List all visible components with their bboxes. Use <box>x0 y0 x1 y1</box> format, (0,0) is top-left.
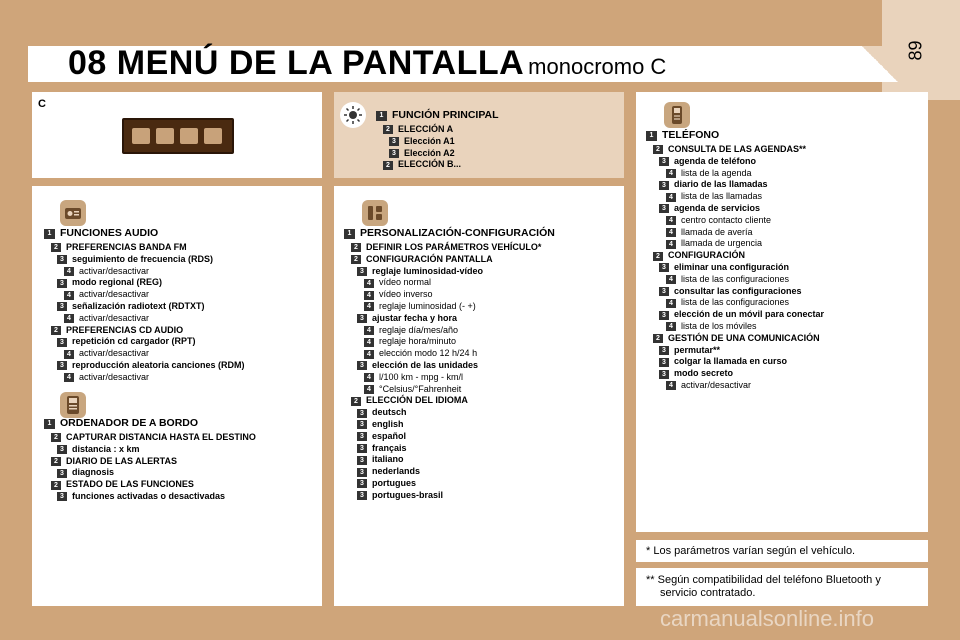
settings-display-icon <box>180 128 198 144</box>
menu-item-label: CONFIGURACIÓN <box>668 250 745 261</box>
level-badge: 3 <box>389 137 399 146</box>
menu-item <box>646 345 824 357</box>
level-badge: 1 <box>646 131 657 141</box>
level-badge: 2 <box>653 334 663 343</box>
menu-item <box>44 432 256 444</box>
menu-item-label: diagnosis <box>72 467 115 478</box>
menu-item <box>44 226 245 242</box>
menu-item <box>344 348 555 360</box>
menu-item <box>646 144 824 156</box>
menu-item-label: italiano <box>372 454 404 465</box>
menu-item-label: DEFINIR LOS PARÁMETROS VEHÍCULO* <box>366 242 542 252</box>
computer-menu <box>44 416 256 503</box>
menu-item <box>646 309 824 321</box>
menu-item-label: DIARIO DE LAS ALERTAS <box>66 455 178 466</box>
menu-item <box>646 356 824 368</box>
level-badge: 3 <box>357 444 367 453</box>
menu-item-label: ajustar fecha y hora <box>372 312 458 323</box>
level-badge: 4 <box>666 193 676 202</box>
footnote-bluetooth-line2: servicio contratado. <box>660 587 756 599</box>
level-badge: 4 <box>666 228 676 237</box>
menu-item-label: llamada de urgencia <box>681 238 763 249</box>
menu-item <box>646 128 824 144</box>
level-badge: 4 <box>64 291 74 300</box>
level-badge: 4 <box>364 385 374 394</box>
level-badge: 3 <box>357 468 367 477</box>
audio-icon <box>60 200 86 226</box>
level-badge: 3 <box>57 361 67 370</box>
level-badge: 2 <box>383 125 393 134</box>
menu-item-label: modo secreto <box>674 368 734 379</box>
menu-item <box>376 148 499 160</box>
menu-item <box>44 467 256 479</box>
level-badge: 2 <box>51 326 61 335</box>
audio-menu <box>44 226 245 384</box>
menu-item <box>646 227 824 239</box>
level-badge: 3 <box>659 204 669 213</box>
level-badge: 3 <box>659 358 669 367</box>
menu-item <box>646 380 824 392</box>
level-badge: 2 <box>51 243 61 252</box>
monochrome-display <box>122 118 234 154</box>
page-number: 89 <box>905 40 926 61</box>
menu-item <box>44 266 245 278</box>
personalization-menu <box>344 226 555 502</box>
menu-item-label: ORDENADOR DE A BORDO <box>60 417 199 430</box>
menu-item <box>646 250 824 262</box>
menu-item-label: ELECCIÓN B... <box>398 159 462 170</box>
menu-item-label: activar/desactivar <box>79 289 150 300</box>
menu-item-label: reglaje luminosidad-vídeo <box>372 265 484 276</box>
level-badge: 4 <box>666 240 676 249</box>
phone-display-icon <box>204 128 222 144</box>
menu-item-label: elección de un móvil para conectar <box>674 309 825 320</box>
level-badge: 2 <box>51 457 61 466</box>
menu-item-label: english <box>372 418 404 429</box>
menu-item-label: GESTIÓN DE UNA COMUNICACIÓN <box>668 332 820 343</box>
menu-item <box>646 191 824 203</box>
menu-item-label: portugues-brasil <box>372 489 444 500</box>
menu-item <box>646 321 824 333</box>
menu-item-label: FUNCIONES AUDIO <box>60 227 159 240</box>
menu-item-label: eliminar una configuración <box>674 261 790 272</box>
level-badge: 1 <box>344 229 355 239</box>
menu-item-label: reglaje luminosidad (- +) <box>379 300 476 311</box>
menu-item <box>646 274 824 286</box>
menu-item-label: llamada de avería <box>681 226 753 237</box>
menu-item-label: activar/desactivar <box>79 371 150 382</box>
level-badge: 3 <box>57 338 67 347</box>
level-badge: 3 <box>659 157 669 166</box>
level-badge: 3 <box>357 420 367 429</box>
level-badge: 4 <box>364 291 374 300</box>
level-badge: 3 <box>57 255 67 264</box>
menu-item <box>344 313 555 325</box>
menu-item-label: Elección A1 <box>404 135 455 146</box>
menu-item-label: funciones activadas o desactivadas <box>72 490 226 501</box>
menu-item-label: reproducción aleatoria canciones (RDM) <box>72 359 245 370</box>
menu-item <box>344 266 555 278</box>
level-badge: 4 <box>64 373 74 382</box>
menu-item <box>344 478 555 490</box>
menu-item <box>376 136 499 148</box>
menu-item <box>44 479 256 491</box>
menu-item <box>646 238 824 250</box>
menu-item <box>344 360 555 372</box>
menu-item-label: vídeo normal <box>379 277 432 288</box>
menu-item <box>44 360 245 372</box>
level-badge: 4 <box>666 299 676 308</box>
level-badge: 3 <box>357 491 367 500</box>
footnote-bluetooth <box>646 574 881 600</box>
menu-item-label: distancia : x km <box>72 443 140 454</box>
menu-item-label: diario de las llamadas <box>674 179 768 190</box>
menu-item-label: agenda de teléfono <box>674 155 757 166</box>
level-badge: 2 <box>51 433 61 442</box>
menu-item-label: lista de las configuraciones <box>681 297 790 308</box>
level-badge: 3 <box>659 181 669 190</box>
level-badge: 3 <box>357 361 367 370</box>
menu-item-label: nederlands <box>372 466 421 477</box>
level-badge: 4 <box>666 322 676 331</box>
level-badge: 2 <box>351 255 361 264</box>
display-icons <box>132 127 226 145</box>
level-badge: 4 <box>364 279 374 288</box>
level-badge: 1 <box>44 419 55 429</box>
menu-item-label: vídeo inverso <box>379 289 433 300</box>
sun-icon <box>340 102 366 128</box>
level-badge: 3 <box>659 263 669 272</box>
level-badge: 3 <box>659 287 669 296</box>
menu-item-label: PERSONALIZACIÓN-CONFIGURACIÓN <box>360 227 555 240</box>
menu-item-label: reglaje hora/minuto <box>379 336 457 347</box>
footnote-bluetooth-line1: ** Según compatibilidad del teléfono Bluetooth y <box>646 574 881 586</box>
menu-item <box>344 407 555 419</box>
menu-item-label: elección de las unidades <box>372 359 479 370</box>
level-badge: 4 <box>666 216 676 225</box>
level-badge: 2 <box>383 161 393 170</box>
menu-item <box>344 325 555 337</box>
menu-item-label: activar/desactivar <box>681 379 752 390</box>
menu-item <box>44 372 245 384</box>
menu-item <box>376 124 499 136</box>
level-badge: 2 <box>351 243 361 252</box>
menu-item-label: lista de las configuraciones <box>681 273 790 284</box>
level-badge: 3 <box>57 469 67 478</box>
level-badge: 3 <box>357 432 367 441</box>
menu-item-label: activar/desactivar <box>79 312 150 323</box>
menu-item <box>646 168 824 180</box>
menu-item <box>344 466 555 478</box>
menu-item <box>344 254 555 266</box>
menu-item <box>344 277 555 289</box>
menu-item-label: activar/desactivar <box>79 265 150 276</box>
page-title-main: 08 MENÚ DE LA PANTALLA <box>68 44 525 82</box>
level-badge: 4 <box>64 314 74 323</box>
watermark-text: carmanualsonline.info <box>660 606 875 631</box>
menu-item <box>44 444 256 456</box>
level-badge: 4 <box>64 267 74 276</box>
menu-item <box>646 286 824 298</box>
menu-item <box>344 419 555 431</box>
menu-item-label: agenda de servicios <box>674 202 761 213</box>
level-badge: 3 <box>659 370 669 379</box>
menu-item-label: consultar las configuraciones <box>674 285 802 296</box>
menu-item-label: CONFIGURACIÓN PANTALLA <box>366 253 493 264</box>
menu-item-label: CONSULTA DE LAS AGENDAS** <box>668 144 807 154</box>
phone-icon <box>664 102 690 128</box>
menu-item <box>344 431 555 443</box>
menu-item <box>344 289 555 301</box>
menu-item-label: deutsch <box>372 407 407 418</box>
level-badge: 3 <box>57 445 67 454</box>
menu-item-label: français <box>372 442 407 453</box>
menu-item <box>344 226 555 242</box>
menu-item-label: °Celsius/°Fahrenheit <box>379 383 462 394</box>
menu-item-label: PREFERENCIAS CD AUDIO <box>66 324 184 335</box>
menu-item <box>344 301 555 313</box>
menu-item-label: activar/desactivar <box>79 348 150 359</box>
level-badge: 3 <box>659 346 669 355</box>
level-badge: 4 <box>666 275 676 284</box>
level-badge: 3 <box>357 314 367 323</box>
level-badge: 3 <box>659 311 669 320</box>
level-badge: 3 <box>389 149 399 158</box>
menu-item-label: PREFERENCIAS BANDA FM <box>66 242 187 252</box>
level-badge: 3 <box>357 267 367 276</box>
level-badge: 2 <box>51 481 61 490</box>
menu-item-label: portugues <box>372 477 416 488</box>
menu-item <box>44 325 245 337</box>
menu-item-label: FUNCIÓN PRINCIPAL <box>392 109 499 122</box>
menu-item <box>344 454 555 466</box>
menu-item-label: ELECCIÓN A <box>398 124 454 134</box>
level-badge: 4 <box>364 373 374 382</box>
menu-item <box>44 348 245 360</box>
menu-item <box>344 372 555 384</box>
level-badge: 4 <box>364 350 374 359</box>
level-badge: 4 <box>64 350 74 359</box>
menu-item <box>44 336 245 348</box>
display-label: C <box>38 98 46 110</box>
computer-display-icon <box>156 128 174 144</box>
footnote-vehicle-params: * Los parámetros varían según el vehículo. <box>646 545 856 557</box>
menu-item-label: ESTADO DE LAS FUNCIONES <box>66 479 194 490</box>
menu-item-label: reglaje día/mes/año <box>379 324 459 335</box>
menu-item-label: permutar** <box>674 344 721 355</box>
menu-item <box>344 384 555 396</box>
menu-item-label: l/100 km - mpg - km/l <box>379 371 464 382</box>
menu-item-label: centro contacto cliente <box>681 214 772 225</box>
level-badge: 3 <box>57 279 67 288</box>
menu-item <box>44 491 256 503</box>
menu-item <box>44 277 245 289</box>
menu-item <box>376 108 499 124</box>
menu-item-label: elección modo 12 h/24 h <box>379 348 478 359</box>
level-badge: 2 <box>653 145 663 154</box>
page-title <box>68 44 666 83</box>
menu-item-label: colgar la llamada en curso <box>674 356 788 367</box>
level-badge: 3 <box>357 456 367 465</box>
menu-item <box>344 242 555 254</box>
level-badge: 1 <box>44 229 55 239</box>
menu-item <box>44 456 256 468</box>
level-badge: 2 <box>351 397 361 406</box>
level-badge: 4 <box>666 169 676 178</box>
menu-item <box>344 336 555 348</box>
level-badge: 3 <box>57 492 67 501</box>
menu-item-label: ELECCIÓN DEL IDIOMA <box>366 395 468 406</box>
menu-item <box>646 203 824 215</box>
menu-item <box>44 242 245 254</box>
audio-display-icon <box>132 128 150 144</box>
level-badge: 3 <box>57 302 67 311</box>
level-badge: 3 <box>357 479 367 488</box>
menu-item-label: CAPTURAR DISTANCIA HASTA EL DESTINO <box>66 432 256 442</box>
computer-icon <box>60 392 86 418</box>
menu-item <box>376 159 499 171</box>
menu-item-label: señalización radiotext (RDTXT) <box>72 300 205 311</box>
menu-item-label: español <box>372 430 407 441</box>
level-badge: 2 <box>653 252 663 261</box>
menu-item <box>44 289 245 301</box>
level-badge: 4 <box>364 302 374 311</box>
menu-item <box>646 179 824 191</box>
menu-item <box>44 254 245 266</box>
menu-item <box>44 416 256 432</box>
level-badge: 4 <box>666 381 676 390</box>
menu-item-label: lista de las llamadas <box>681 191 763 202</box>
main-function-menu <box>376 108 499 171</box>
menu-item <box>646 333 824 345</box>
menu-item <box>344 443 555 455</box>
menu-item <box>646 156 824 168</box>
menu-item <box>646 262 824 274</box>
level-badge: 4 <box>364 326 374 335</box>
level-badge: 1 <box>376 111 387 121</box>
page-title-sub: monocromo C <box>528 54 667 79</box>
title-band-corner <box>860 46 900 82</box>
menu-item <box>44 313 245 325</box>
phone-menu <box>646 128 824 392</box>
menu-item <box>646 215 824 227</box>
menu-item-label: lista de la agenda <box>681 167 752 178</box>
settings-icon <box>362 200 388 226</box>
menu-item-label: modo regional (REG) <box>72 277 162 288</box>
menu-item <box>646 368 824 380</box>
menu-item-label: seguimiento de frecuencia (RDS) <box>72 253 214 264</box>
menu-item-label: TELÉFONO <box>662 129 720 142</box>
level-badge: 4 <box>364 338 374 347</box>
menu-item <box>646 297 824 309</box>
menu-item-label: Elección A2 <box>404 147 455 158</box>
menu-item-label: lista de los móviles <box>681 320 757 331</box>
level-badge: 3 <box>357 409 367 418</box>
menu-item <box>44 301 245 313</box>
menu-item <box>344 490 555 502</box>
menu-item <box>344 395 555 407</box>
menu-item-label: repetición cd cargador (RPT) <box>72 336 196 347</box>
